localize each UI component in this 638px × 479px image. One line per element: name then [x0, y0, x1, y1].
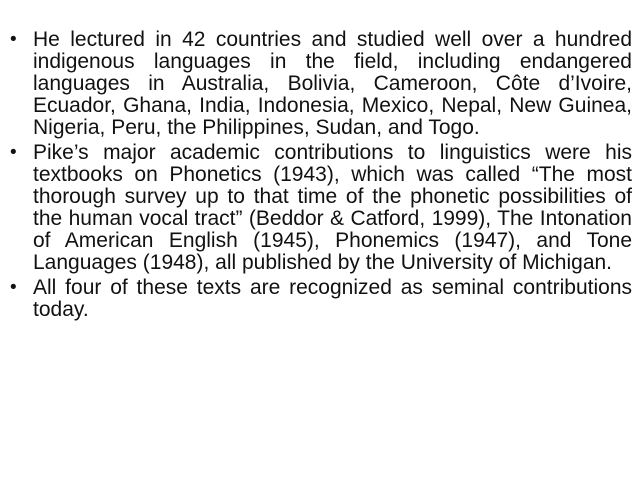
bullet-list [10, 29, 632, 324]
bullet-icon: • [10, 29, 17, 50]
bullet-text: All four of these texts are recognized as seminal contributions today. [33, 276, 632, 321]
bullet-icon: • [10, 277, 17, 298]
bullet-item-seminal [10, 277, 632, 321]
bullet-item-countries [10, 29, 632, 139]
bullet-icon: • [10, 142, 17, 163]
bullet-text: He lectured in 42 countries and studied well over a hundred indigenous languages in the field, including endangered languages in Australia, Bolivia, Cameroon, Côte d’Ivoire, Ecuador, Ghana, India, Indonesia, Mexico, Nepal, New Guinea, Nigeria, Peru, the Philippines, Sudan, and Togo. [33, 28, 632, 139]
bullet-item-contributions [10, 142, 632, 274]
bullet-text: Pike’s major academic contributions to linguistics were his textbooks on Phonetics (1943), which was called “The most thorough survey up to that time of the phonetic possibilities of the human vocal tract” (Beddor & Catford, 1999), The Intonation of American English (1945), Phonemics (1947), and Tone Languages (1948), all published by the University of Michigan. [33, 141, 632, 274]
